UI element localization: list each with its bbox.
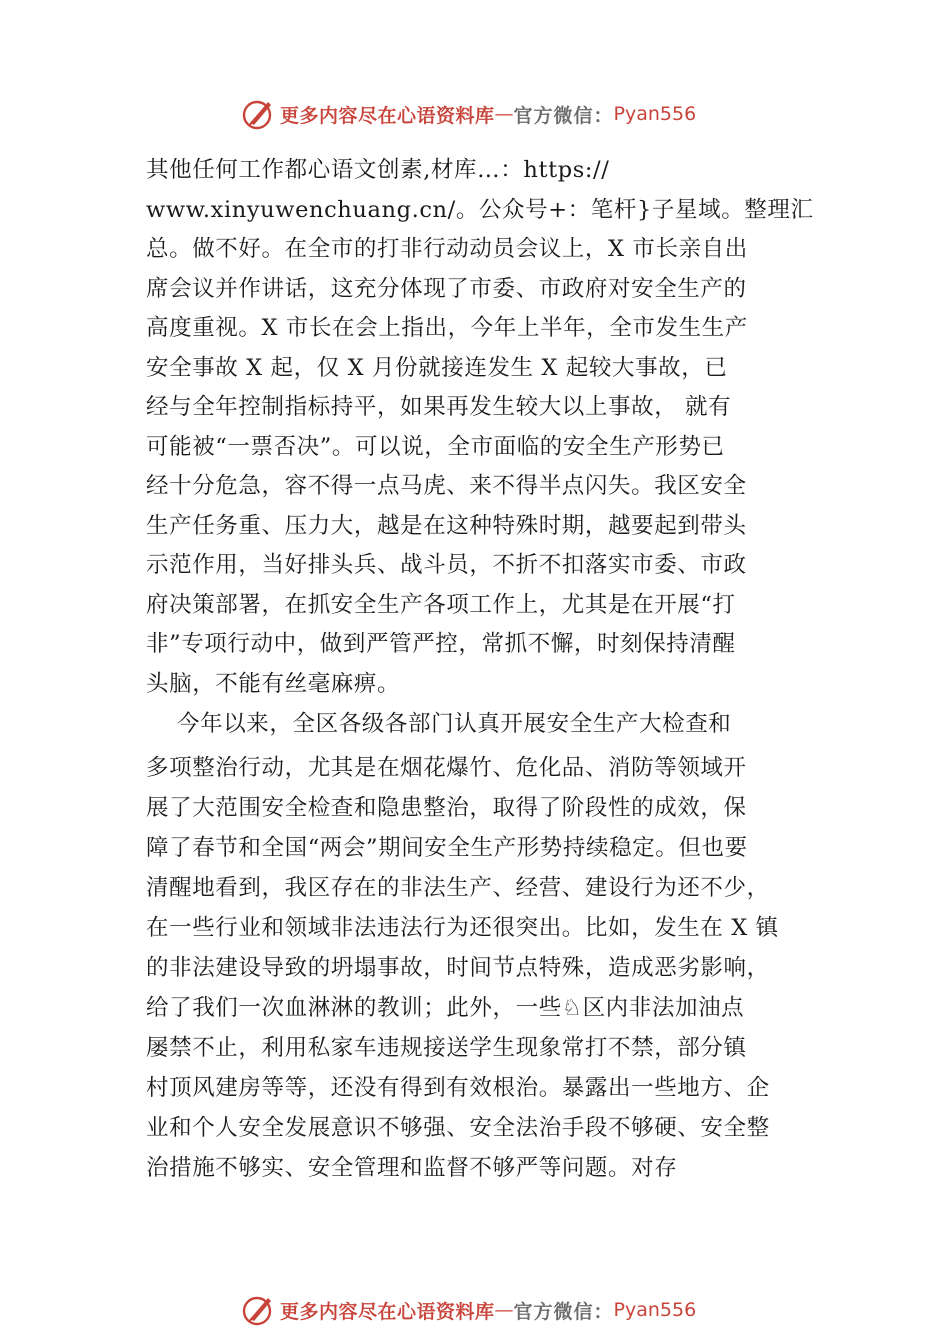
body-line: 头脑，不能有丝毫麻痹。 — [146, 671, 401, 697]
body-line: 治措施不够实、安全管理和监督不够严等问题。对存 — [146, 1155, 678, 1181]
header-banner — [240, 94, 696, 134]
body-line: 展了大范围安全检查和隐患整治，取得了阶段性的成效，保 — [146, 795, 747, 821]
body-line: 村顶风建房等等，还没有得到有效根治。暴露出一些地方、企 — [146, 1075, 770, 1101]
footer-separator: — — [494, 1299, 514, 1321]
body-line: 府决策部署，在抓安全生产各项工作上，尤其是在开展“打 — [146, 592, 736, 618]
body-line: 生产任务重、压力大，越是在这种特殊时期，越要起到带头 — [146, 513, 747, 539]
body-line: 经十分危急，容不得一点马虎、来不得半点闪失。我区安全 — [146, 473, 747, 499]
body-line: 在一些行业和领域非法违法行为还很突出。比如，发生在 X 镇 — [146, 915, 779, 941]
footer-title: 更多内容尽在心语资料库 — [280, 1300, 495, 1323]
header-wechat-id: Pyan556 — [613, 103, 697, 125]
quill-pen-logo-icon — [240, 1292, 276, 1328]
header-separator: — — [494, 103, 514, 125]
body-line: 的非法建设导致的坍塌事故，时间节点特殊，造成恶劣影响， — [146, 955, 770, 981]
body-line: 障了春节和全国“两会”期间安全生产形势持续稳定。但也要 — [146, 835, 748, 861]
footer-wechat-label: 官方微信： — [513, 1300, 614, 1323]
body-line: 多项整治行动，尤其是在烟花爆竹、危化品、消防等领域开 — [146, 755, 747, 781]
body-line: 非”专项行动中，做到严管严控，常抓不懈，时刻保持清醒 — [146, 631, 736, 657]
body-line: 高度重视。X 市长在会上指出，今年上半年，全市发生生产 — [146, 315, 748, 341]
body-line: 屡禁不止，利用私家车违规接送学生现象常打不禁，部分镇 — [146, 1035, 747, 1061]
body-line: 今年以来，全区各级各部门认真开展安全生产大检查和 — [146, 711, 732, 737]
quill-pen-logo-icon — [240, 96, 276, 132]
body-line: 可能被“一票否决”。可以说，全市面临的安全生产形势已 — [146, 434, 725, 460]
header-wechat-label: 官方微信： — [513, 104, 614, 127]
body-line: 经与全年控制指标持平，如果再发生较大以上事故， 就有 — [146, 394, 732, 420]
body-line: 示范作用，当好排头兵、战斗员，不折不扣落实市委、市政 — [146, 552, 747, 578]
body-line: 业和个人安全发展意识不够强、安全法治手段不够硬、安全整 — [146, 1115, 770, 1141]
body-line: 席会议并作讲话，这充分体现了市委、市政府对安全生产的 — [146, 276, 747, 302]
body-line: 给了我们一次血淋淋的教训；此外，一些♘区内非法加油点 — [146, 995, 745, 1021]
header-title: 更多内容尽在心语资料库 — [280, 104, 495, 127]
footer-banner — [240, 1290, 696, 1330]
body-line: 总。做不好。在全市的打非行动动员会议上，X 市长亲自出 — [146, 236, 748, 262]
body-line: www.xinyuwenchuang.cn/。公众号+：笔杆}子星域。整理汇 — [146, 197, 814, 223]
body-line: 其他任何工作都心语文创素,材库…：https:// — [146, 157, 610, 183]
body-line: 清醒地看到，我区存在的非法生产、经营、建设行为还不少， — [146, 875, 770, 901]
footer-wechat-id: Pyan556 — [613, 1299, 697, 1321]
body-line: 安全事故 X 起，仅 X 月份就接连发生 X 起较大事故，已 — [146, 355, 728, 381]
